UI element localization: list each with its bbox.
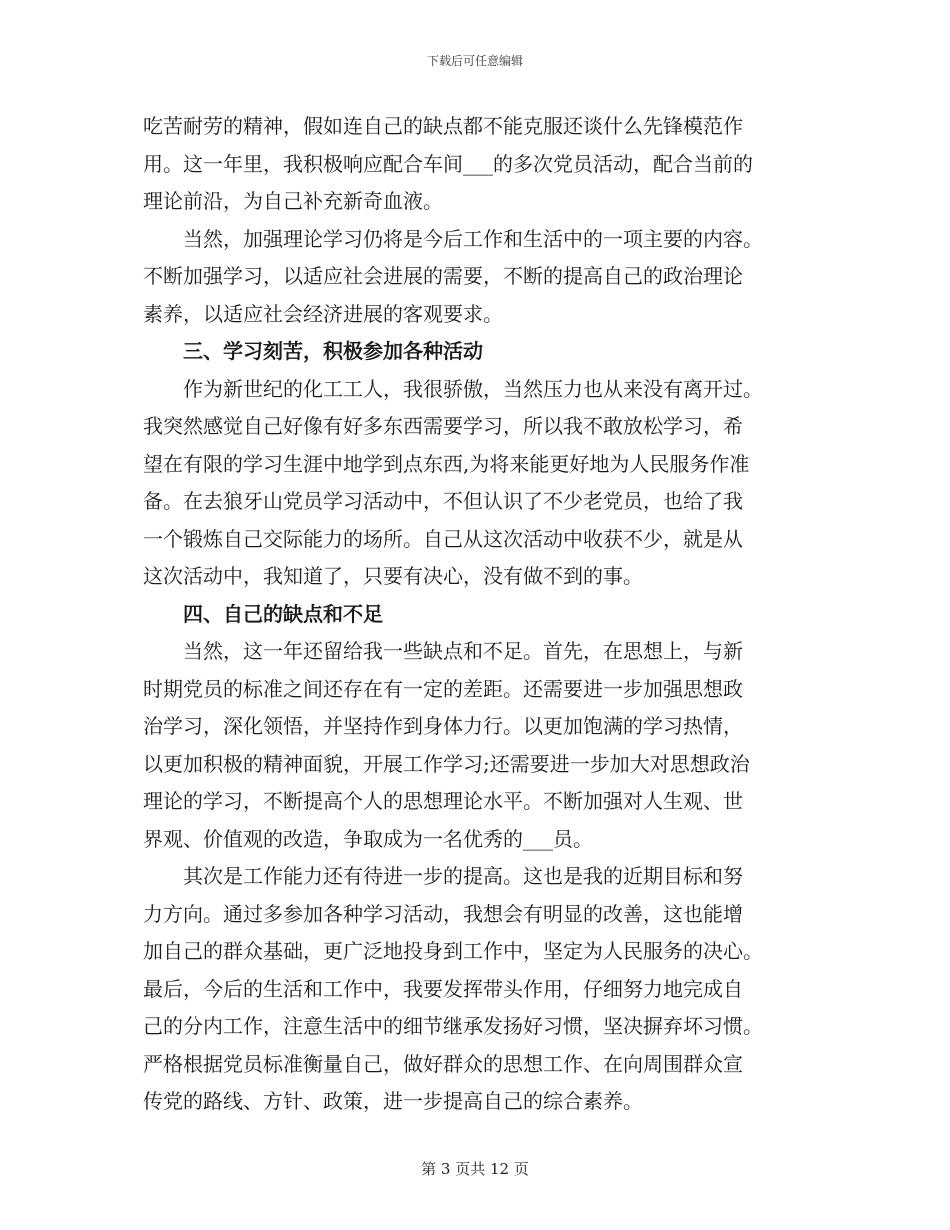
- body-text-line: 一个锻炼自己交际能力的场所。自己从这次活动中收获不少，就是从: [143, 526, 743, 551]
- section-heading: 四、自己的缺点和不足: [183, 601, 383, 626]
- body-text-line: 己的分内工作，注意生活中的细节继承发扬好习惯，坚决摒弃坏习惯。: [143, 1014, 763, 1038]
- section-heading: 三、学习刻苦，积极参加各种活动: [183, 339, 483, 363]
- body-text-line: 这次活动中，我知道了，只要有决心，没有做不到的事。: [143, 564, 643, 588]
- body-text-line: 备。在去狼牙山党员学习活动中，不但认识了不少老党员，也给了我: [143, 489, 743, 513]
- body-text-line: 理论的学习，不断提高个人的思想理论水平。不断加强对人生观、世: [143, 789, 743, 813]
- document-body: [143, 108, 823, 1121]
- body-text-line: 其次是工作能力还有待进一步的提高。这也是我的近期目标和努: [183, 864, 743, 888]
- body-text-line: 力方向。通过多参加各种学习活动，我想会有明显的改善，这也能增: [143, 901, 743, 926]
- page-header-note: 下载后可任意编辑: [426, 54, 523, 68]
- body-text-line: 当然，加强理论学习仍将是今后工作和生活中的一项主要的内容。: [183, 226, 763, 251]
- body-text-line: 加自己的群众基础，更广泛地投身到工作中，坚定为人民服务的决心。: [143, 939, 763, 963]
- body-text-line: 我突然感觉自己好像有好多东西需要学习，所以我不敢放松学习，希: [143, 414, 743, 438]
- body-text-line: 吃苦耐劳的精神，假如连自己的缺点都不能克服还谈什么先锋模范作: [143, 114, 743, 138]
- body-text-line: 素养，以适应社会经济进展的客观要求。: [143, 301, 503, 326]
- body-text-line: 不断加强学习，以适应社会进展的需要，不断的提高自己的政治理论: [143, 264, 743, 288]
- body-text-line: 用。这一年里，我积极响应配合车间___的多次党员活动，配合当前的: [143, 151, 753, 176]
- body-text-line: 严格根据党员标准衡量自己，做好群众的思想工作、在向周围群众宣: [143, 1051, 743, 1076]
- body-text-line: 当然，这一年还留给我一些缺点和不足。首先，在思想上，与新: [183, 639, 743, 663]
- body-text-line: 传党的路线、方针、政策，进一步提高自己的综合素养。: [143, 1089, 643, 1113]
- body-text-line: 治学习，深化领悟，并坚持作到身体力行。以更加饱满的学习热情，: [143, 714, 743, 738]
- body-text-line: 最后，今后的生活和工作中，我要发挥带头作用，仔细努力地完成自: [143, 976, 743, 1001]
- body-text-line: 时期党员的标准之间还存在有一定的差距。还需要进一步加强思想政: [143, 676, 743, 701]
- page-number: 第 3 页共 12 页: [421, 1160, 529, 1178]
- body-text-line: 望在有限的学习生涯中地学到点东西,为将来能更好地为人民服务作准: [143, 451, 750, 476]
- body-text-line: 以更加积极的精神面貌，开展工作学习;还需要进一步加大对思想政治: [143, 751, 750, 776]
- body-text-line: 界观、价值观的改造，争取成为一名优秀的___员。: [143, 826, 593, 851]
- body-text-line: 作为新世纪的化工工人，我很骄傲，当然压力也从来没有离开过。: [183, 376, 763, 401]
- body-text-line: 理论前沿，为自己补充新奇血液。: [143, 189, 443, 213]
